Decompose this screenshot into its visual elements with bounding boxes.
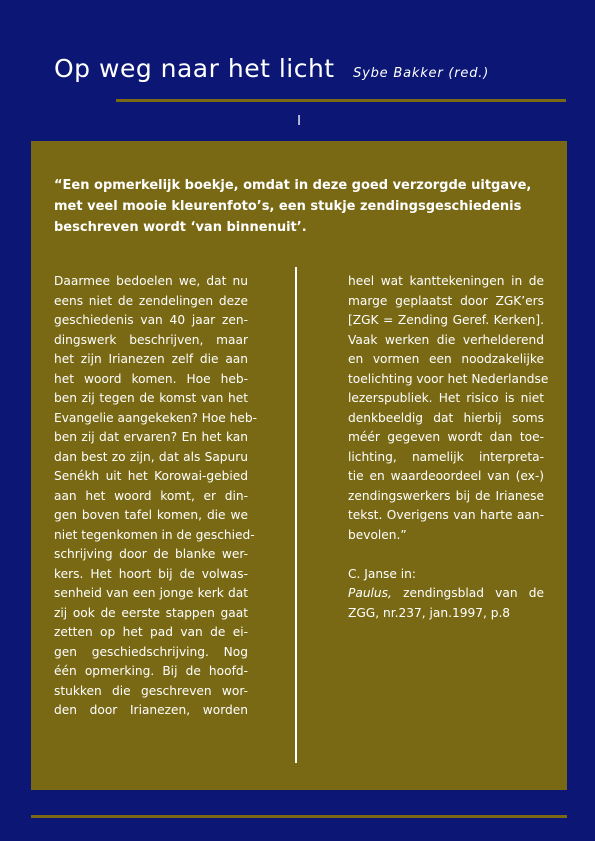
right-column [348,272,549,623]
left-line: het woord komen. Hoe heb- [54,371,248,386]
left-line: aan het woord komt, er din- [54,488,248,503]
left-line: zij ook de eerste stappen gaat [54,605,248,620]
left-line: kers. Het hoort bij de volwas- [54,566,248,581]
left-line: gen boven tafel komen, die we [54,508,248,522]
left-line: één opmerking. Bij de hoofd- [54,664,248,678]
right-line: en vormen een noodzakelijke [348,352,544,366]
source-publication-rest: zendingsblad van de [403,586,544,600]
source-publication-line [348,584,544,604]
left-line: stukken die geschreven wor- [54,683,248,698]
right-line: zendingswerkers bij de Irianese [348,488,544,503]
page-title: Op weg naar het licht [54,54,335,83]
right-line: heel wat kanttekeningen in de [348,274,544,288]
column-divider [295,267,297,763]
top-rule [116,99,566,102]
left-line: schrijving door de blanke wer- [54,547,248,561]
lead-quote: “Een opmerkelijk boekje, omdat in deze goed verzorgde uitgave, met veel mooie kleurenfoto’s, een stukje zendingsgeschiedenis beschreven wordt ‘van binnenuit’. [54,178,532,235]
left-line: dingswerk beschrijven, maar [54,332,248,347]
left-line: ben zij tegen de komst van het [54,391,248,405]
left-line: niet tegenkomen in de geschied- [54,527,255,542]
review-panel [31,141,567,790]
source-publication: Paulus, [348,586,392,600]
left-line: het zijn Irianezen zelf die aan [54,352,248,366]
left-line: zetten op het pad van de ei- [54,625,248,639]
editor-credit: Sybe Bakker (red.) [353,66,490,81]
left-line: den door Irianezen, worden [54,703,248,717]
right-line: toelichting voor het Nederlandse [348,371,549,386]
right-line: lezerspubliek. Het risico is niet [348,391,544,405]
title-row [54,54,554,83]
right-line: méér gegeven wordt dan toe- [348,430,544,444]
right-line: Vaak werken die verhelderend [348,332,544,347]
left-line: dan best zo zijn, dat als Sapuru [54,449,248,464]
right-line: tie en waardeoordeel van (ex-) [348,469,544,483]
bottom-rule [31,815,567,818]
left-line: Daarmee bedoelen we, dat nu [54,274,248,288]
left-line: eens niet de zendelingen deze [54,293,248,308]
right-line: bevolen.” [348,527,407,542]
page-number: I [297,114,301,129]
left-line: geschiedenis van 40 jaar zen- [54,313,248,327]
right-line: marge geplaatst door ZGK’ers [348,293,544,308]
right-line: denkbeeldig dat hierbij soms [348,410,544,425]
right-line: lichting, namelijk interpreta- [348,449,544,464]
left-line: Senékh uit het Korowai-gebied [54,469,248,483]
left-line: senheid van een jonge kerk dat [54,586,248,600]
source-author: C. Janse in: [348,566,416,581]
left-line: Evangelie aangekeken? Hoe heb- [54,410,258,425]
right-line: tekst. Overigens van harte aan- [348,508,544,522]
paragraph-gap [348,545,544,565]
right-line: [ZGK = Zending Geref. Kerken]. [348,313,544,327]
source-details: ZGG, nr.237, jan.1997, p.8 [348,605,511,620]
left-line: gen geschiedschrijving. Nog [54,644,248,659]
left-column [54,272,258,721]
left-line: ben zij dat ervaren? En het kan [54,430,248,444]
